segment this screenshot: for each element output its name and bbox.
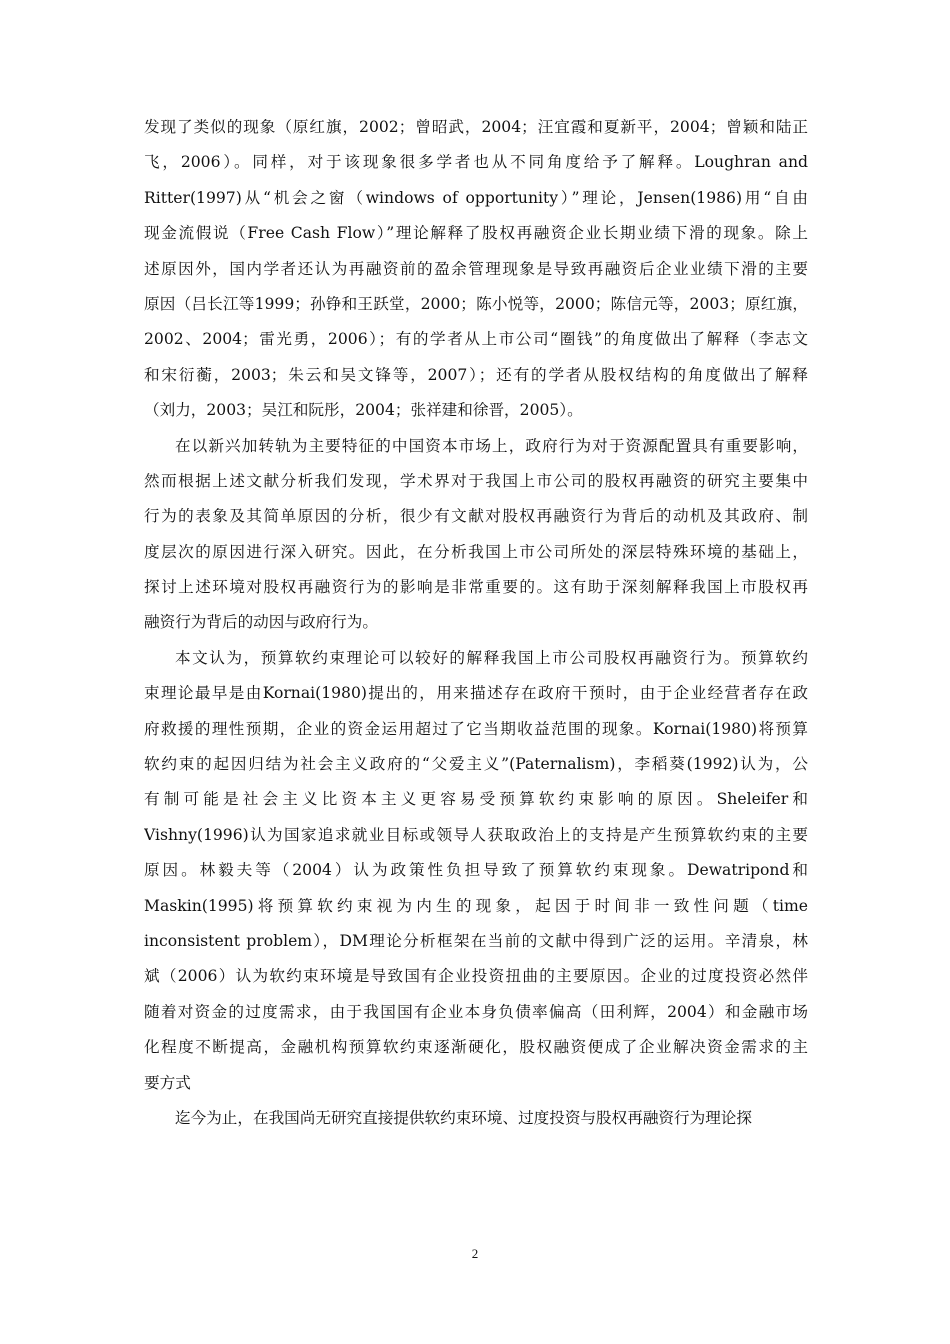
text-line: 有制可能是社会主义比资本主义更容易受预算软约束影响的原因。Sheleifer和 xyxy=(144,790,808,809)
text-line: 融资行为背后的动因与政府行为。 xyxy=(144,613,378,632)
text-line: 在以新兴加转轨为主要特征的中国资本市场上，政府行为对于资源配置具有重要影响， xyxy=(175,436,808,455)
text-line: 飞，2006）。同样，对于该现象很多学者也从不同角度给予了解释。Loughran and xyxy=(144,153,808,172)
text-line: 斌（2006）认为软约束环境是导致国有企业投资扭曲的主要原因。企业的过度投资必然伴 xyxy=(144,967,808,986)
text-line: 束理论最早是由Kornai(1980)提出的，用来描述存在政府干预时，由于企业经营者存在政 xyxy=(144,684,808,703)
text-line: 软约束的起因归结为社会主义政府的“父爱主义”(Paternalism)，李稻葵(1992)认为，公 xyxy=(144,755,808,774)
text-line: 迄今为止，在我国尚无研究直接提供软约束环境、过度投资与股权再融资行为理论探 xyxy=(175,1108,752,1127)
text-line: 2002、2004；雷光勇，2006）；有的学者从上市公司“圈钱”的角度做出了解释（李志文 xyxy=(144,330,808,349)
paragraph xyxy=(144,110,808,429)
text-line: 然而根据上述文献分析我们发现，学术界对于我国上市公司的股权再融资的研究主要集中 xyxy=(144,471,808,490)
body-text xyxy=(144,110,808,1136)
paragraph xyxy=(144,1101,808,1136)
text-line: Maskin(1995)将预算软约束视为内生的现象，起因于时间非一致性问题（time xyxy=(144,896,808,915)
text-line: 原因。林毅夫等（2004）认为政策性负担导致了预算软约束现象。Dewatripond和 xyxy=(144,861,808,880)
paragraph xyxy=(144,429,808,641)
text-line: 行为的表象及其简单原因的分析，很少有文献对股权再融资行为背后的动机及其政府、制 xyxy=(144,507,808,526)
text-line: Vishny(1996)认为国家追求就业目标或领导人获取政治上的支持是产生预算软约束的主要 xyxy=(144,825,808,844)
text-line: 化程度不断提高，金融机构预算软约束逐渐硬化，股权融资便成了企业解决资金需求的主 xyxy=(144,1038,808,1057)
text-line: 现金流假说（Free Cash Flow）”理论解释了股权再融资企业长期业绩下滑的现象。除上 xyxy=(144,224,808,243)
text-line: Ritter(1997)从“机会之窗（windows of opportunity）”理论，Jensen(1986)用“自由 xyxy=(144,188,808,207)
text-line: 原因（吕长江等1999；孙铮和王跃堂，2000；陈小悦等，2000；陈信元等，2003；原红旗， xyxy=(144,294,808,313)
text-line: 和宋衍蘅，2003；朱云和吴文锋等，2007）；还有的学者从股权结构的角度做出了解释 xyxy=(144,365,808,384)
text-line: inconsistent problem），DM理论分析框架在当前的文献中得到广泛的运用。辛清泉，林 xyxy=(144,931,808,950)
text-line: （刘力，2003；吴江和阮彤，2004；张祥建和徐晋，2005）。 xyxy=(144,401,583,420)
text-line: 发现了类似的现象（原红旗，2002；曾昭武，2004；汪宜霞和夏新平，2004；曾颖和陆正 xyxy=(144,118,808,136)
text-line: 度层次的原因进行深入研究。因此，在分析我国上市公司所处的深层特殊环境的基础上， xyxy=(144,542,808,561)
text-line: 述原因外，国内学者还认为再融资前的盈余管理现象是导致再融资后企业业绩下滑的主要 xyxy=(144,259,808,278)
paragraph xyxy=(144,641,808,1101)
text-line: 探讨上述环境对股权再融资行为的影响是非常重要的。这有助于深刻解释我国上市股权再 xyxy=(144,578,808,597)
text-line: 要方式 xyxy=(144,1073,191,1092)
text-line: 随着对资金的过度需求，由于我国国有企业本身负债率偏高（田利辉，2004）和金融市场 xyxy=(144,1002,808,1021)
page-number: 2 xyxy=(471,1246,479,1261)
text-line: 本文认为，预算软约束理论可以较好的解释我国上市公司股权再融资行为。预算软约 xyxy=(175,648,808,667)
text-line: 府救援的理性预期，企业的资金运用超过了它当期收益范围的现象。Kornai(1980)将预算 xyxy=(144,719,808,738)
